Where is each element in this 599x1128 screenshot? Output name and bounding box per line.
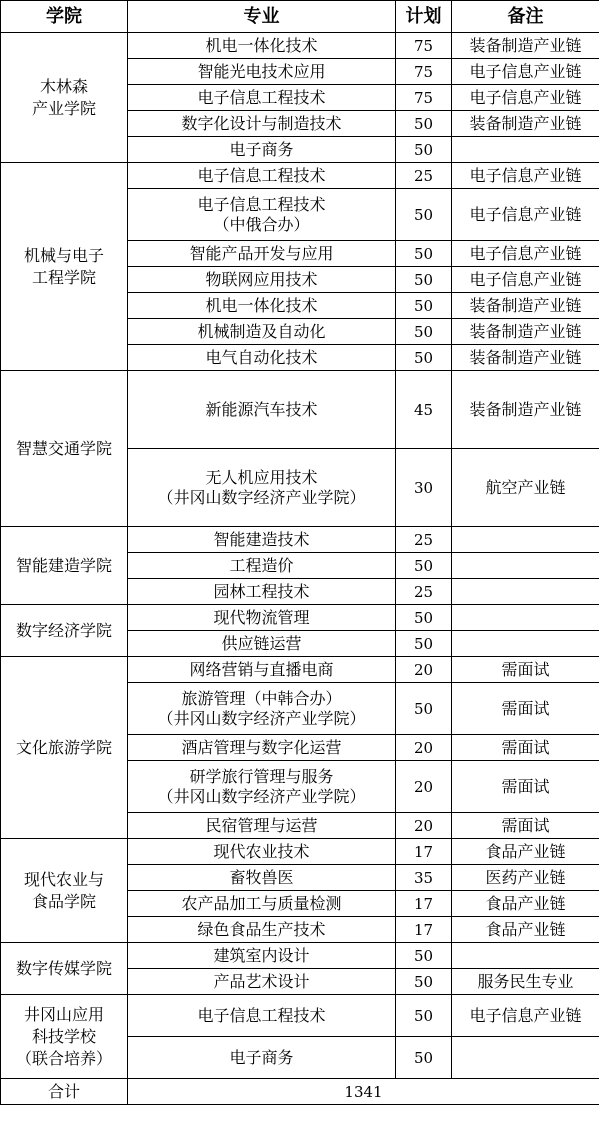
plan-count: 25 [396,163,452,189]
college-name: 文化旅游学院 [1,657,128,839]
note-text: 食品产业链 [452,839,599,865]
plan-count: 50 [396,969,452,995]
college-name: 数字传媒学院 [1,943,128,995]
note-text: 医药产业链 [452,865,599,891]
note-text: 电子信息产业链 [452,189,599,241]
table-row [1,657,599,683]
major-name: 建筑室内设计 [128,943,396,969]
plan-count: 17 [396,839,452,865]
note-text [452,631,599,657]
major-name: 电子信息工程技术 [128,85,396,111]
note-text: 服务民生专业 [452,969,599,995]
major-name: 智能光电技术应用 [128,59,396,85]
plan-count: 75 [396,59,452,85]
note-text: 需面试 [452,683,599,735]
major-name: 电气自动化技术 [128,345,396,371]
note-text [452,943,599,969]
plan-count: 50 [396,345,452,371]
plan-count: 50 [396,137,452,163]
header-plan: 计划 [396,1,452,33]
major-name: 农产品加工与质量检测 [128,891,396,917]
major-name: 网络营销与直播电商 [128,657,396,683]
note-text [452,527,599,553]
plan-count: 20 [396,735,452,761]
college-name: 智慧交通学院 [1,371,128,527]
plan-count: 50 [396,995,452,1037]
table-row [1,839,599,865]
table-row [1,371,599,449]
header-note: 备注 [452,1,599,33]
major-name: 畜牧兽医 [128,865,396,891]
note-text: 装备制造产业链 [452,33,599,59]
note-text: 电子信息产业链 [452,241,599,267]
table-row [1,943,599,969]
plan-count: 20 [396,761,452,813]
major-name: 研学旅行管理与服务 （井冈山数字经济产业学院） [128,761,396,813]
note-text: 电子信息产业链 [452,59,599,85]
major-name: 产品艺术设计 [128,969,396,995]
plan-count: 75 [396,33,452,59]
plan-count: 45 [396,371,452,449]
plan-count: 50 [396,605,452,631]
note-text: 需面试 [452,761,599,813]
note-text: 装备制造产业链 [452,345,599,371]
header-college: 学院 [1,1,128,33]
major-name: 绿色食品生产技术 [128,917,396,943]
plan-count: 50 [396,293,452,319]
major-name: 电子信息工程技术 [128,163,396,189]
major-name: 供应链运营 [128,631,396,657]
note-text [452,1037,599,1079]
major-name: 智能产品开发与应用 [128,241,396,267]
college-name: 现代农业与 食品学院 [1,839,128,943]
note-text: 需面试 [452,657,599,683]
plan-count: 50 [396,241,452,267]
note-text: 装备制造产业链 [452,111,599,137]
table-row [1,527,599,553]
major-name: 园林工程技术 [128,579,396,605]
plan-count: 50 [396,553,452,579]
major-name: 民宿管理与运营 [128,813,396,839]
plan-count: 50 [396,267,452,293]
college-name: 机械与电子 工程学院 [1,163,128,371]
plan-count: 50 [396,631,452,657]
major-name: 电子信息工程技术 [128,995,396,1037]
note-text: 电子信息产业链 [452,995,599,1037]
note-text: 电子信息产业链 [452,85,599,111]
plan-count: 20 [396,657,452,683]
major-name: 智能建造技术 [128,527,396,553]
note-text [452,553,599,579]
header-row [1,1,599,33]
header-major: 专业 [128,1,396,33]
plan-count: 35 [396,865,452,891]
note-text: 电子信息产业链 [452,163,599,189]
plan-count: 50 [396,1037,452,1079]
major-name: 工程造价 [128,553,396,579]
plan-count: 75 [396,85,452,111]
major-name: 机电一体化技术 [128,33,396,59]
note-text: 航空产业链 [452,449,599,527]
plan-count: 20 [396,813,452,839]
major-name: 电子商务 [128,137,396,163]
note-text: 需面试 [452,735,599,761]
plan-count: 30 [396,449,452,527]
major-name: 现代物流管理 [128,605,396,631]
total-row [1,1079,599,1105]
plan-count: 50 [396,943,452,969]
table-row [1,605,599,631]
total-label: 合计 [1,1079,128,1105]
plan-count: 25 [396,579,452,605]
plan-count: 17 [396,917,452,943]
note-text: 需面试 [452,813,599,839]
total-value: 1341 [128,1079,599,1105]
note-text [452,605,599,631]
major-name: 机电一体化技术 [128,293,396,319]
major-name: 数字化设计与制造技术 [128,111,396,137]
major-name: 物联网应用技术 [128,267,396,293]
major-name: 无人机应用技术 （井冈山数字经济产业学院） [128,449,396,527]
table-body [1,33,599,1079]
major-name: 旅游管理（中韩合办） （井冈山数字经济产业学院） [128,683,396,735]
major-name: 酒店管理与数字化运营 [128,735,396,761]
plan-count: 25 [396,527,452,553]
note-text: 装备制造产业链 [452,319,599,345]
table-row [1,163,599,189]
major-name: 电子信息工程技术 （中俄合办） [128,189,396,241]
note-text: 装备制造产业链 [452,371,599,449]
plan-count: 17 [396,891,452,917]
note-text: 食品产业链 [452,891,599,917]
college-name: 木林森 产业学院 [1,33,128,163]
table-row [1,33,599,59]
plan-count: 50 [396,683,452,735]
major-name: 机械制造及自动化 [128,319,396,345]
college-name: 井冈山应用 科技学校 （联合培养） [1,995,128,1079]
major-name: 电子商务 [128,1037,396,1079]
plan-count: 50 [396,319,452,345]
note-text: 食品产业链 [452,917,599,943]
note-text: 装备制造产业链 [452,293,599,319]
note-text: 电子信息产业链 [452,267,599,293]
college-name: 数字经济学院 [1,605,128,657]
major-name: 现代农业技术 [128,839,396,865]
note-text [452,579,599,605]
college-name: 智能建造学院 [1,527,128,605]
major-name: 新能源汽车技术 [128,371,396,449]
note-text [452,137,599,163]
plan-count: 50 [396,111,452,137]
table-row [1,995,599,1037]
plan-count: 50 [396,189,452,241]
